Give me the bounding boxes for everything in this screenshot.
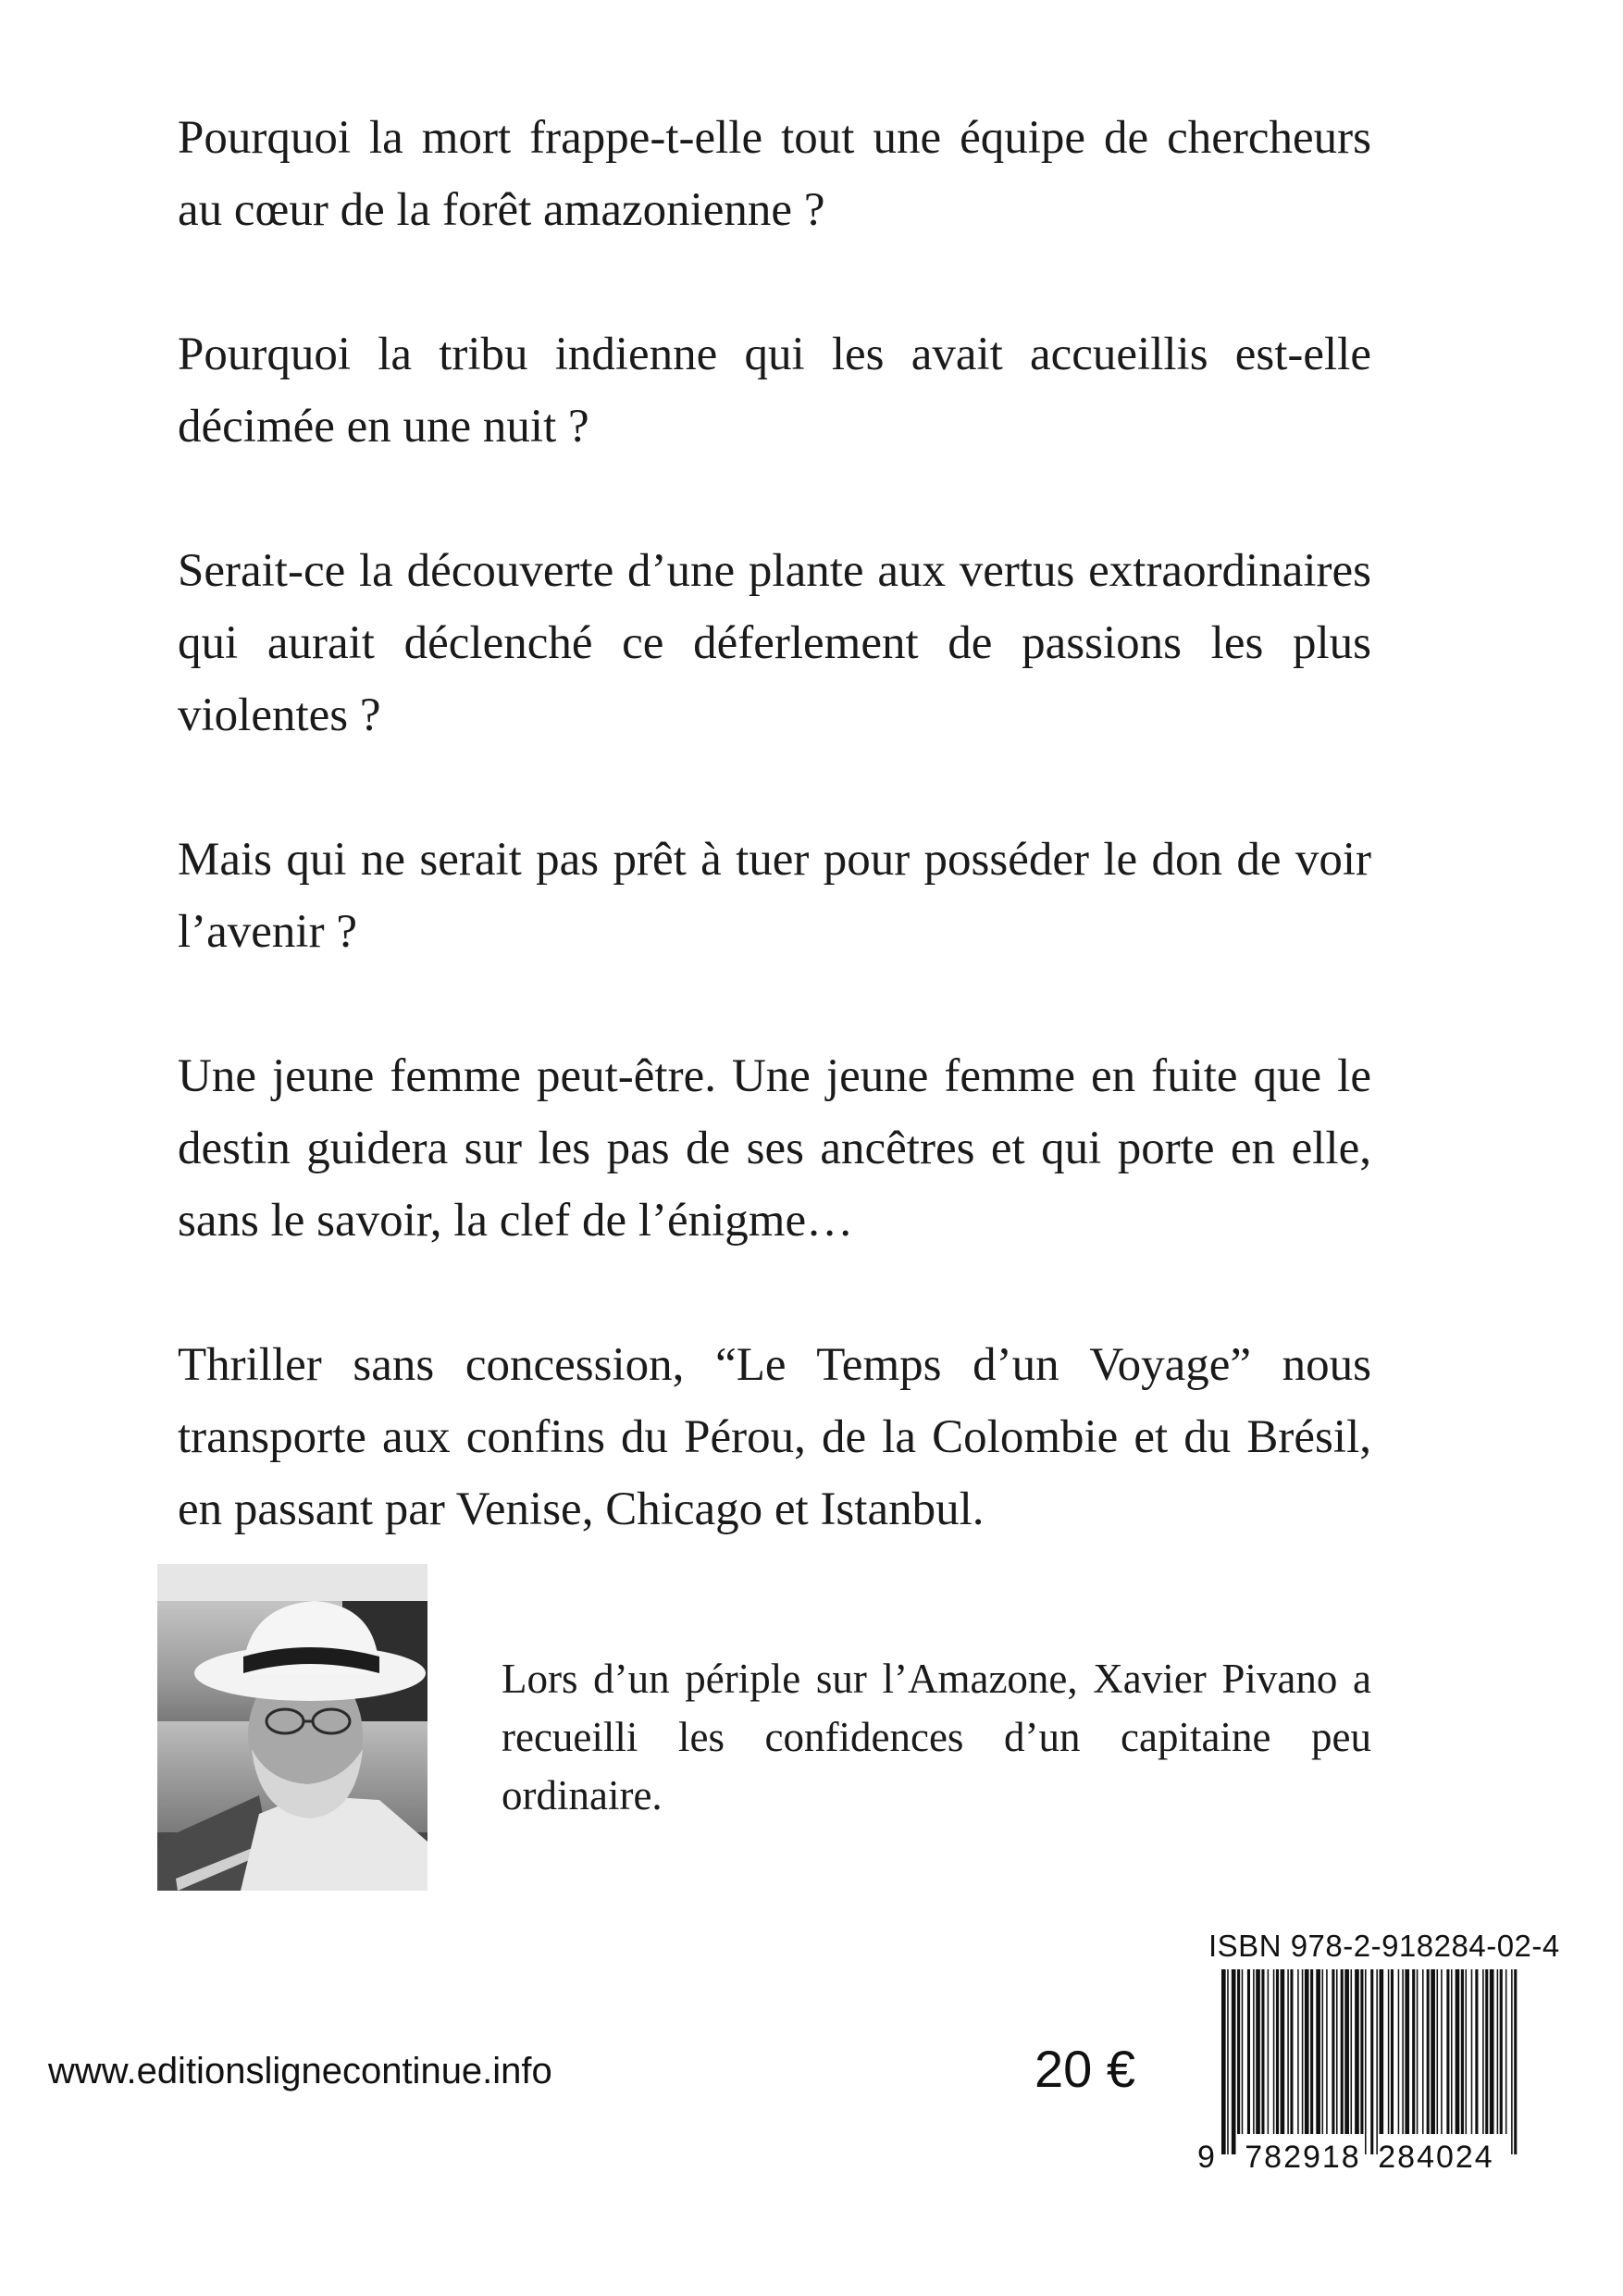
barcode-bar	[1505, 1969, 1507, 2134]
barcode-bar	[1405, 1969, 1409, 2134]
barcode-bar	[1227, 1969, 1229, 2154]
blurb-paragraph-3: Serait-ce la découverte d’une plante aux vertus extraordinaires qui aurait déclenché ce déferlement de passions les plus violentes ?	[178, 545, 1371, 741]
barcode-bar	[1302, 1969, 1304, 2134]
barcode-bar	[1422, 1969, 1424, 2134]
barcode-bar	[1297, 1969, 1299, 2134]
barcode-bar	[1412, 1969, 1415, 2134]
barcode-bar	[1471, 1969, 1473, 2134]
author-photo	[157, 1564, 427, 1891]
barcode-digits-left: 782918	[1245, 2140, 1361, 2175]
barcode-bar	[1402, 1969, 1404, 2134]
barcode-bar	[1431, 1969, 1435, 2134]
barcode-bar	[1446, 1969, 1449, 2134]
barcode-bar	[1261, 1969, 1264, 2134]
barcode-bar	[1511, 1969, 1513, 2154]
barcode-bar	[1322, 1969, 1324, 2134]
barcode-bar	[1310, 1969, 1313, 2134]
barcode-bar	[1268, 1969, 1270, 2134]
barcode-bar	[1482, 1969, 1484, 2134]
barcode-bar	[1253, 1969, 1255, 2134]
barcode-bar	[1290, 1969, 1293, 2134]
barcode-digit-lead: 9	[1197, 2140, 1215, 2175]
barcode-bar	[1466, 1969, 1468, 2134]
barcode-bar	[1365, 1969, 1367, 2154]
barcode-bar	[1417, 1969, 1419, 2134]
blurb-paragraph-6: Thriller sans concession, “Le Temps d’un Voyage” nous transporte aux confins du Pérou, de la Colombie et du Brésil, en passant par Venise, Chicago et Istanbul.	[178, 1339, 1371, 1535]
barcode-bar	[1276, 1969, 1279, 2134]
blurb-paragraph-4: Mais qui ne serait pas prêt à tuer pour posséder le don de voir l’avenir ?	[178, 834, 1371, 958]
barcode-bar	[1355, 1969, 1359, 2134]
barcode-bar	[1336, 1969, 1338, 2134]
barcode-bar	[1485, 1969, 1488, 2134]
price-label: 20 €	[1035, 2040, 1135, 2098]
barcode-bar	[1500, 1969, 1503, 2134]
barcode-bar	[1437, 1969, 1439, 2134]
barcode-bar	[1281, 1969, 1285, 2134]
back-cover-blurb	[178, 102, 1371, 1618]
isbn-label: ISBN 978-2-918284-02-4	[1208, 1929, 1560, 1963]
barcode-bar	[1341, 1969, 1344, 2134]
author-bio: Lors d’un périple sur l’Amazone, Xavier Pivano a recueilli les confidences d’un capitaine peu ordinaire.	[502, 1656, 1371, 1818]
barcode-digits-right: 284024	[1378, 2140, 1494, 2175]
barcode-bar	[1316, 1969, 1320, 2134]
barcode-bar	[1391, 1969, 1394, 2134]
barcode-bar	[1305, 1969, 1309, 2134]
barcode-bar	[1351, 1969, 1353, 2134]
barcode-bar	[1388, 1969, 1390, 2134]
barcode-bar	[1256, 1969, 1260, 2134]
barcode-bar	[1376, 1969, 1378, 2154]
isbn-barcode	[1194, 1969, 1527, 2175]
barcode-bar	[1232, 1969, 1236, 2154]
barcode-bar	[1497, 1969, 1499, 2134]
barcode-bar	[1237, 1969, 1240, 2134]
barcode-bar	[1490, 1969, 1494, 2134]
barcode-bar	[1273, 1969, 1275, 2134]
barcode-bar	[1332, 1969, 1334, 2134]
barcode-bar	[1360, 1969, 1363, 2134]
barcode-bar	[1242, 1969, 1244, 2134]
publisher-website: www.editionslignecontinue.info	[48, 2051, 552, 2091]
barcode-bar	[1475, 1969, 1478, 2134]
barcode-bar	[1344, 1969, 1349, 2134]
blurb-paragraph-2: Pourquoi la tribu indienne qui les avait accueillis est-elle décimée en une nuit ?	[178, 329, 1371, 453]
barcode-bar	[1427, 1969, 1430, 2134]
barcode-bar	[1287, 1969, 1289, 2134]
barcode-bar	[1451, 1969, 1453, 2134]
barcode-bar	[1398, 1969, 1400, 2134]
barcode-bar	[1441, 1969, 1443, 2134]
blurb-paragraph-5: Une jeune femme peut-être. Une jeune femme en fuite que le destin guidera sur les pas de ses ancêtres et qui porte en elle, sans le savoir, la clef de l’énigme…	[178, 1050, 1371, 1247]
barcode-bar	[1247, 1969, 1250, 2134]
barcode-bar	[1326, 1969, 1328, 2134]
barcode-bar	[1461, 1969, 1464, 2134]
barcode-bar	[1221, 1969, 1226, 2154]
barcode-bar	[1370, 1969, 1373, 2154]
blurb-paragraph-1: Pourquoi la mort frappe-t-elle tout une équipe de chercheurs au cœur de la forêt amazonienne ?	[178, 112, 1371, 236]
barcode-bar	[1456, 1969, 1460, 2134]
barcode-bar	[1514, 1969, 1517, 2154]
barcode-bar	[1380, 1969, 1384, 2134]
